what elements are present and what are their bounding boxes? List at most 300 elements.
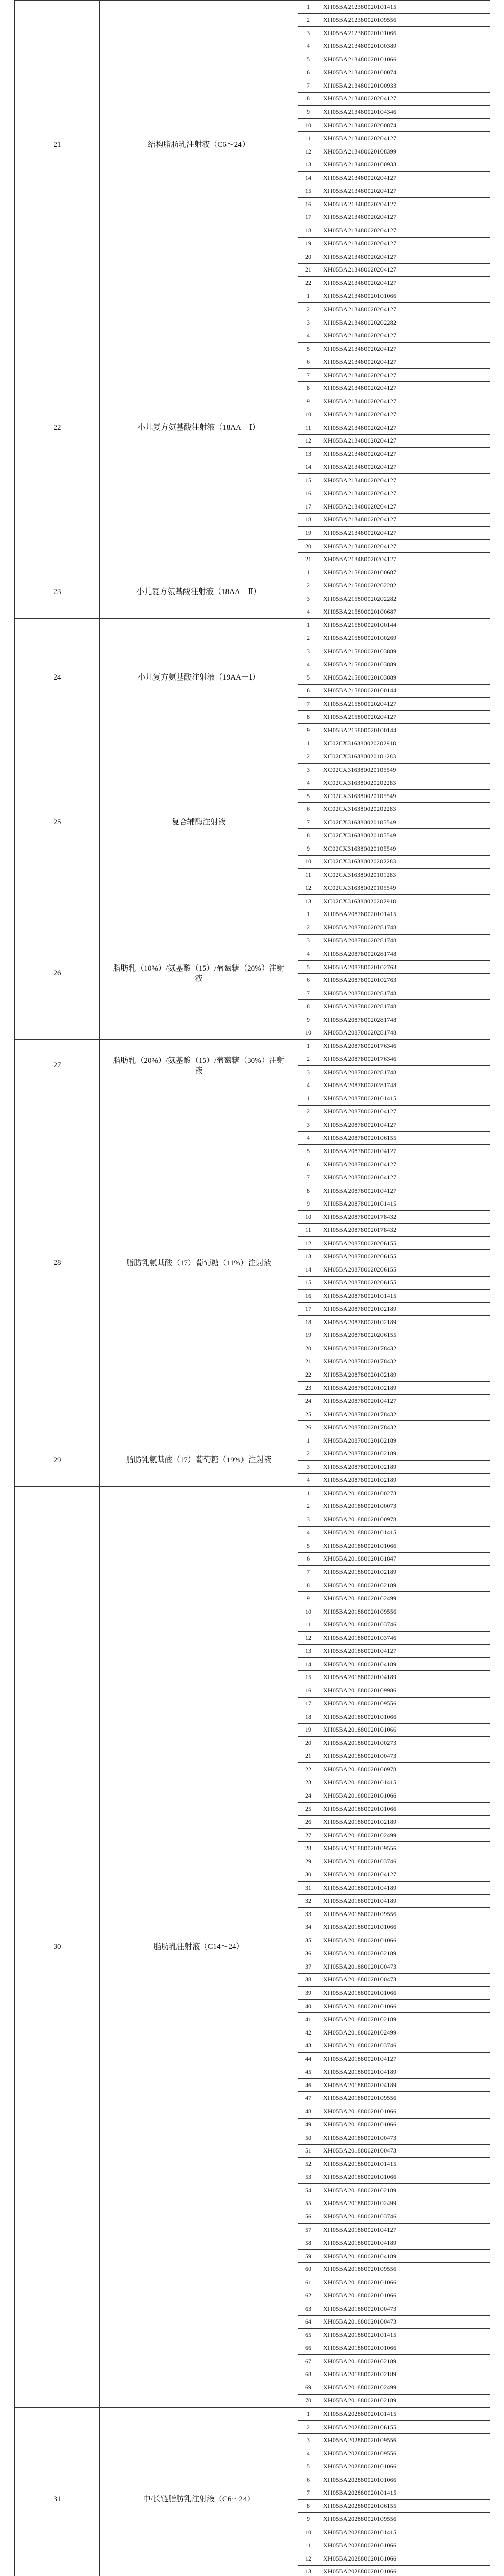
product-code: XC02CX316380020105549 (319, 816, 490, 829)
row-number: 19 (298, 1723, 319, 1737)
row-number: 3 (298, 2434, 319, 2447)
row-number: 33 (298, 1908, 319, 1921)
product-code: XH05BA202880020101066 (319, 2552, 490, 2566)
product-code: XH05BA201880020104127 (319, 2052, 490, 2065)
product-code: XH05BA201880020101066 (319, 1987, 490, 2000)
product-code: XH05BA201880020104189 (319, 2236, 490, 2250)
product-code: XH05BA213480020204127 (319, 500, 490, 514)
row-number: 1 (298, 2408, 319, 2421)
row-number: 9 (298, 1197, 319, 1211)
row-number: 5 (298, 1145, 319, 1158)
product-code: XH05BA201880020100073 (319, 1500, 490, 1513)
product-code: XC02CX316380020202283 (319, 855, 490, 869)
product-code: XH05BA208780020281748 (319, 934, 490, 947)
product-code: XH05BA208780020101415 (319, 908, 490, 921)
product-code: XH05BA213480020204127 (319, 448, 490, 461)
product-code: XH05BA215800020100687 (319, 605, 490, 619)
row-number: 1 (298, 1, 319, 14)
product-code: XH05BA208780020101415 (319, 1290, 490, 1303)
table-row (15, 2408, 490, 2421)
row-number: 3 (298, 592, 319, 605)
product-code: XH05BA213480020200874 (319, 118, 490, 132)
product-code: XH05BA208780020178432 (319, 1421, 490, 1434)
product-code: XH05BA213480020100389 (319, 40, 490, 53)
product-code: XH05BA208780020102189 (319, 1460, 490, 1473)
product-code: XH05BA215800020103889 (319, 671, 490, 685)
product-code: XH05BA208780020178432 (319, 1408, 490, 1421)
product-code: XH05BA208780020102189 (319, 1473, 490, 1487)
row-number: 3 (298, 1118, 319, 1132)
row-number: 1 (298, 1039, 319, 1053)
row-number: 15 (298, 184, 319, 198)
row-number: 6 (298, 2473, 319, 2486)
row-number: 17 (298, 1302, 319, 1316)
row-number: 17 (298, 211, 319, 224)
product-code: XH05BA201880020101066 (319, 1999, 490, 2013)
product-code: XH05BA201880020100473 (319, 2144, 490, 2158)
row-number: 10 (298, 1026, 319, 1040)
product-code: XC02CX316380020202283 (319, 776, 490, 790)
product-code: XH05BA213480020204127 (319, 250, 490, 264)
row-number: 13 (298, 895, 319, 908)
row-number: 10 (298, 1210, 319, 1224)
group-number: 22 (15, 290, 100, 566)
table-row (15, 618, 490, 632)
row-number: 7 (298, 698, 319, 711)
product-code: XH05BA201880020101066 (319, 1723, 490, 1737)
row-number: 20 (298, 539, 319, 553)
product-code: XH05BA213480020101066 (319, 53, 490, 66)
row-number: 5 (298, 2460, 319, 2473)
product-code: XH05BA201880020100273 (319, 1737, 490, 1750)
row-number: 3 (298, 1513, 319, 1527)
row-number: 20 (298, 250, 319, 264)
product-code: XH05BA213480020204127 (319, 382, 490, 395)
row-number: 4 (298, 329, 319, 343)
row-number: 53 (298, 2171, 319, 2184)
row-number: 6 (298, 803, 319, 816)
product-code: XH05BA208780020206155 (319, 1329, 490, 1342)
group-number: 21 (15, 1, 100, 290)
row-number: 40 (298, 1999, 319, 2013)
row-number: 29 (298, 1855, 319, 1868)
product-code: XC02CX316380020101283 (319, 869, 490, 882)
group-number: 29 (15, 1434, 100, 1486)
row-number: 55 (298, 2197, 319, 2210)
product-code: XH05BA208780020102189 (319, 1302, 490, 1316)
row-number: 2 (298, 1105, 319, 1118)
row-number: 4 (298, 1079, 319, 1092)
row-number: 63 (298, 2302, 319, 2315)
row-number: 8 (298, 1579, 319, 1592)
product-code: XH05BA213480020204127 (319, 329, 490, 343)
row-number: 24 (298, 1789, 319, 1803)
product-code: XH05BA201880020109556 (319, 1908, 490, 1921)
product-code: XH05BA208780020104127 (319, 1171, 490, 1184)
group-number: 30 (15, 1487, 100, 2408)
row-number: 30 (298, 1868, 319, 1882)
product-code: XH05BA202880020101415 (319, 2486, 490, 2500)
product-code: XH05BA202880020101066 (319, 2473, 490, 2486)
drug-name (100, 290, 298, 566)
row-number: 7 (298, 2486, 319, 2500)
product-code: XH05BA213480020204127 (319, 395, 490, 408)
row-number: 16 (298, 1684, 319, 1698)
product-code: XH05BA202880020106155 (319, 2420, 490, 2434)
row-number: 34 (298, 1921, 319, 1934)
group-number: 31 (15, 2408, 100, 2576)
product-code: XH05BA201880020101415 (319, 2329, 490, 2342)
product-code: XH05BA201880020104189 (319, 1881, 490, 1894)
group-number: 25 (15, 737, 100, 908)
drug-name (100, 1039, 298, 1092)
product-code: XH05BA201880020101066 (319, 1802, 490, 1816)
row-number: 67 (298, 2355, 319, 2368)
product-code: XH05BA201880020101847 (319, 1552, 490, 1566)
row-number: 7 (298, 79, 319, 93)
drug-name (100, 908, 298, 1039)
product-code: XH05BA201880020104189 (319, 2065, 490, 2079)
drug-name-text: 小儿复方氨基酸注射液（18AA－Ⅰ） (137, 423, 260, 432)
product-code: XH05BA213480020204127 (319, 408, 490, 421)
row-number: 9 (298, 395, 319, 408)
row-number: 41 (298, 2013, 319, 2026)
row-number: 11 (298, 421, 319, 435)
product-code: XH05BA201880020101415 (319, 2158, 490, 2171)
product-code: XH05BA201880020100473 (319, 1973, 490, 1987)
product-code: XH05BA201880020101415 (319, 1526, 490, 1539)
drug-name-text: 小儿复方氨基酸注射液（18AA－Ⅱ） (136, 588, 261, 597)
product-code: XH05BA201880020101066 (319, 2171, 490, 2184)
row-number: 68 (298, 2368, 319, 2381)
row-number: 19 (298, 1329, 319, 1342)
product-code: XH05BA201880020103746 (319, 2039, 490, 2053)
row-number: 5 (298, 342, 319, 355)
product-code: XH05BA208780020102189 (319, 1316, 490, 1329)
product-code: XH05BA201880020101066 (319, 1539, 490, 1553)
product-code: XH05BA208780020178432 (319, 1224, 490, 1237)
drug-name (100, 1092, 298, 1434)
product-code: XH05BA201880020109556 (319, 1605, 490, 1618)
product-code: XH05BA201880020100473 (319, 2315, 490, 2329)
product-code: XH05BA208780020102189 (319, 1447, 490, 1461)
product-code: XH05BA201880020101066 (319, 1710, 490, 1724)
row-number: 4 (298, 658, 319, 671)
product-code: XH05BA201880020104189 (319, 1671, 490, 1684)
row-number: 25 (298, 1408, 319, 1421)
product-code: XH05BA213480020101066 (319, 290, 490, 303)
product-code: XH05BA215800020202282 (319, 579, 490, 592)
row-number: 22 (298, 1368, 319, 1382)
product-code: XH05BA201880020109986 (319, 1684, 490, 1698)
row-number: 12 (298, 1236, 319, 1250)
row-number: 13 (298, 1250, 319, 1263)
product-code: XH05BA201880020103746 (319, 1631, 490, 1645)
row-number: 8 (298, 382, 319, 395)
table-row (15, 737, 490, 750)
product-code: XH05BA202880020101066 (319, 2539, 490, 2552)
row-number: 46 (298, 2078, 319, 2092)
row-number: 52 (298, 2158, 319, 2171)
product-code: XH05BA201880020100473 (319, 2302, 490, 2315)
row-number: 9 (298, 1013, 319, 1026)
product-code: XH05BA201880020102189 (319, 2184, 490, 2197)
row-number: 15 (298, 1276, 319, 1290)
row-number: 12 (298, 434, 319, 448)
row-number: 8 (298, 1184, 319, 1197)
table-row (15, 908, 490, 921)
drug-name (100, 1, 298, 290)
product-code: XH05BA215800020204127 (319, 698, 490, 711)
product-code: XH05BA213480020204127 (319, 277, 490, 290)
table-row (15, 1, 490, 14)
row-number: 2 (298, 750, 319, 764)
product-code: XH05BA213480020204127 (319, 132, 490, 145)
product-code: XH05BA213480020204127 (319, 342, 490, 355)
row-number: 10 (298, 855, 319, 869)
row-number: 14 (298, 1263, 319, 1277)
table-row (15, 1487, 490, 1500)
row-number: 64 (298, 2315, 319, 2329)
product-code: XH05BA202880020109556 (319, 2434, 490, 2447)
row-number: 66 (298, 2342, 319, 2355)
drug-name (100, 2408, 298, 2576)
product-code: XH05BA201880020101066 (319, 1789, 490, 1803)
product-code: XH05BA213480020204127 (319, 197, 490, 211)
product-code: XH05BA213480020204127 (319, 527, 490, 540)
row-number: 2 (298, 2420, 319, 2434)
row-number: 28 (298, 1842, 319, 1855)
product-code: XH05BA208780020104127 (319, 1118, 490, 1132)
product-code: XH05BA201880020102189 (319, 1579, 490, 1592)
product-code: XH05BA201880020102499 (319, 1828, 490, 1842)
product-code: XH05BA208780020281748 (319, 987, 490, 1000)
product-code: XH05BA208780020102189 (319, 1381, 490, 1395)
product-code: XH05BA201880020101415 (319, 1776, 490, 1789)
row-number: 18 (298, 513, 319, 527)
row-number: 42 (298, 2026, 319, 2039)
row-number: 2 (298, 1500, 319, 1513)
group-number: 24 (15, 618, 100, 737)
row-number: 2 (298, 1053, 319, 1066)
row-number: 6 (298, 66, 319, 79)
product-code: XH05BA201880020101066 (319, 1921, 490, 1934)
drug-name-text: 脂肪乳注射液（C14～24） (153, 1943, 244, 1952)
row-number: 36 (298, 1947, 319, 1960)
product-code: XH05BA201880020104127 (319, 2223, 490, 2236)
row-number: 7 (298, 368, 319, 382)
row-number: 32 (298, 1894, 319, 1908)
row-number: 10 (298, 118, 319, 132)
product-code: XC02CX316380020105549 (319, 829, 490, 842)
row-number: 2 (298, 579, 319, 592)
row-number: 48 (298, 2105, 319, 2119)
product-code: XH05BA202880020106155 (319, 2499, 490, 2513)
row-number: 8 (298, 2499, 319, 2513)
product-code: XH05BA213480020204127 (319, 553, 490, 566)
row-number: 59 (298, 2249, 319, 2263)
row-number: 62 (298, 2289, 319, 2302)
row-number: 3 (298, 1066, 319, 1079)
row-number: 58 (298, 2236, 319, 2250)
product-code: XH05BA201880020102189 (319, 1947, 490, 1960)
drug-name-text: 复合辅酶注射液 (171, 818, 226, 827)
product-code: XH05BA208780020102763 (319, 974, 490, 987)
product-code: XH05BA213480020108399 (319, 145, 490, 158)
product-code: XH05BA201880020102189 (319, 2355, 490, 2368)
product-code: XH05BA201880020104189 (319, 2249, 490, 2263)
product-code: XH05BA208780020176346 (319, 1039, 490, 1053)
row-number: 18 (298, 1710, 319, 1724)
product-code: XH05BA213480020202282 (319, 316, 490, 329)
table-row (15, 1039, 490, 1053)
group-number: 26 (15, 908, 100, 1039)
product-code: XH05BA201880020101066 (319, 2342, 490, 2355)
product-code: XH05BA212380020109556 (319, 13, 490, 27)
product-code: XH05BA201880020104189 (319, 1657, 490, 1671)
drug-name (100, 1487, 298, 2408)
row-number: 39 (298, 1987, 319, 2000)
product-code: XH05BA208780020104127 (319, 1145, 490, 1158)
product-code: XH05BA201880020102499 (319, 2381, 490, 2395)
product-code: XH05BA213480020204127 (319, 237, 490, 250)
row-number: 6 (298, 1158, 319, 1171)
row-number: 4 (298, 1473, 319, 1487)
row-number: 49 (298, 2118, 319, 2131)
product-code: XH05BA215800020204127 (319, 710, 490, 724)
product-code: XH05BA202880020101415 (319, 2408, 490, 2421)
row-number: 9 (298, 106, 319, 119)
row-number: 1 (298, 908, 319, 921)
product-code: XH05BA212380020101415 (319, 1, 490, 14)
row-number: 12 (298, 2552, 319, 2566)
product-code: XH05BA201880020102499 (319, 2197, 490, 2210)
product-code: XC02CX316380020105549 (319, 882, 490, 895)
product-code: XH05BA201880020102499 (319, 2026, 490, 2039)
product-code: XH05BA208780020106155 (319, 1131, 490, 1145)
row-number: 69 (298, 2381, 319, 2395)
row-number: 25 (298, 1802, 319, 1816)
product-code: XH05BA213480020204127 (319, 171, 490, 184)
product-code: XH05BA213480020100074 (319, 66, 490, 79)
table-row (15, 566, 490, 579)
row-number: 56 (298, 2210, 319, 2224)
row-number: 4 (298, 605, 319, 619)
row-number: 14 (298, 461, 319, 474)
row-number: 14 (298, 171, 319, 184)
drug-name-text: 脂肪乳（20%）/氨基酸（15）/葡萄糖（30%）注射液 (113, 1056, 285, 1075)
drug-name (100, 1434, 298, 1486)
row-number: 12 (298, 882, 319, 895)
row-number: 38 (298, 1973, 319, 1987)
product-code: XH05BA208780020178432 (319, 1355, 490, 1368)
row-number: 2 (298, 303, 319, 316)
product-code: XH05BA201880020102499 (319, 1592, 490, 1605)
row-number: 8 (298, 710, 319, 724)
product-code: XH05BA208780020281748 (319, 1079, 490, 1092)
product-code: XH05BA208780020281748 (319, 1066, 490, 1079)
row-number: 3 (298, 1460, 319, 1473)
table-row (15, 1434, 490, 1447)
row-number: 21 (298, 1750, 319, 1763)
row-number: 3 (298, 645, 319, 658)
product-code: XH05BA208780020104127 (319, 1105, 490, 1118)
product-code: XH05BA213480020204127 (319, 303, 490, 316)
row-number: 26 (298, 1816, 319, 1829)
row-number: 3 (298, 27, 319, 40)
row-number: 26 (298, 1421, 319, 1434)
product-code: XH05BA215800020100687 (319, 566, 490, 579)
row-number: 3 (298, 316, 319, 329)
row-number: 4 (298, 40, 319, 53)
row-number: 9 (298, 2513, 319, 2526)
row-number: 12 (298, 145, 319, 158)
row-number: 47 (298, 2092, 319, 2105)
product-code: XH05BA201880020101066 (319, 2118, 490, 2131)
table-row (15, 1092, 490, 1106)
row-number: 15 (298, 474, 319, 487)
row-number: 4 (298, 1526, 319, 1539)
row-number: 6 (298, 355, 319, 369)
row-number: 10 (298, 1605, 319, 1618)
product-code: XC02CX316380020101283 (319, 750, 490, 764)
product-code: XH05BA208780020176346 (319, 1053, 490, 1066)
product-code: XH05BA208780020102189 (319, 1368, 490, 1382)
row-number: 21 (298, 553, 319, 566)
product-code: XH05BA208780020101415 (319, 1197, 490, 1211)
row-number: 4 (298, 776, 319, 790)
product-code: XH05BA208780020102189 (319, 1434, 490, 1447)
product-code: XC02CX316380020202918 (319, 895, 490, 908)
product-code: XH05BA208780020281748 (319, 1000, 490, 1013)
drug-name (100, 566, 298, 618)
product-code: XH05BA215800020100269 (319, 632, 490, 645)
row-number: 43 (298, 2039, 319, 2053)
product-code: XH05BA201880020102189 (319, 2368, 490, 2381)
row-number: 1 (298, 618, 319, 632)
row-number: 1 (298, 737, 319, 750)
product-code: XC02CX316380020202283 (319, 803, 490, 816)
row-number: 65 (298, 2329, 319, 2342)
product-code: XH05BA202880020101415 (319, 2526, 490, 2539)
row-number: 3 (298, 763, 319, 776)
row-number: 23 (298, 1776, 319, 1789)
row-number: 6 (298, 684, 319, 698)
row-number: 19 (298, 237, 319, 250)
table-row (15, 290, 490, 303)
row-number: 13 (298, 158, 319, 172)
product-code: XH05BA201880020104189 (319, 1894, 490, 1908)
row-number: 57 (298, 2223, 319, 2236)
product-code: XH05BA201880020109556 (319, 2092, 490, 2105)
product-code: XH05BA213480020204127 (319, 421, 490, 435)
product-code: XH05BA208780020104127 (319, 1184, 490, 1197)
row-number: 2 (298, 632, 319, 645)
group-number: 27 (15, 1039, 100, 1092)
row-number: 18 (298, 1316, 319, 1329)
product-code: XH05BA215800020100144 (319, 618, 490, 632)
row-number: 5 (298, 789, 319, 803)
drug-name-text: 脂肪乳氨基酸（17）葡萄糖（19%）注射液 (126, 1456, 272, 1465)
row-number: 6 (298, 1552, 319, 1566)
row-number: 19 (298, 527, 319, 540)
row-number: 11 (298, 1618, 319, 1632)
product-code: XC02CX316380020105549 (319, 763, 490, 776)
row-number: 37 (298, 1960, 319, 1974)
row-number: 61 (298, 2276, 319, 2289)
product-code: XH05BA212380020101066 (319, 27, 490, 40)
row-number: 4 (298, 2447, 319, 2460)
